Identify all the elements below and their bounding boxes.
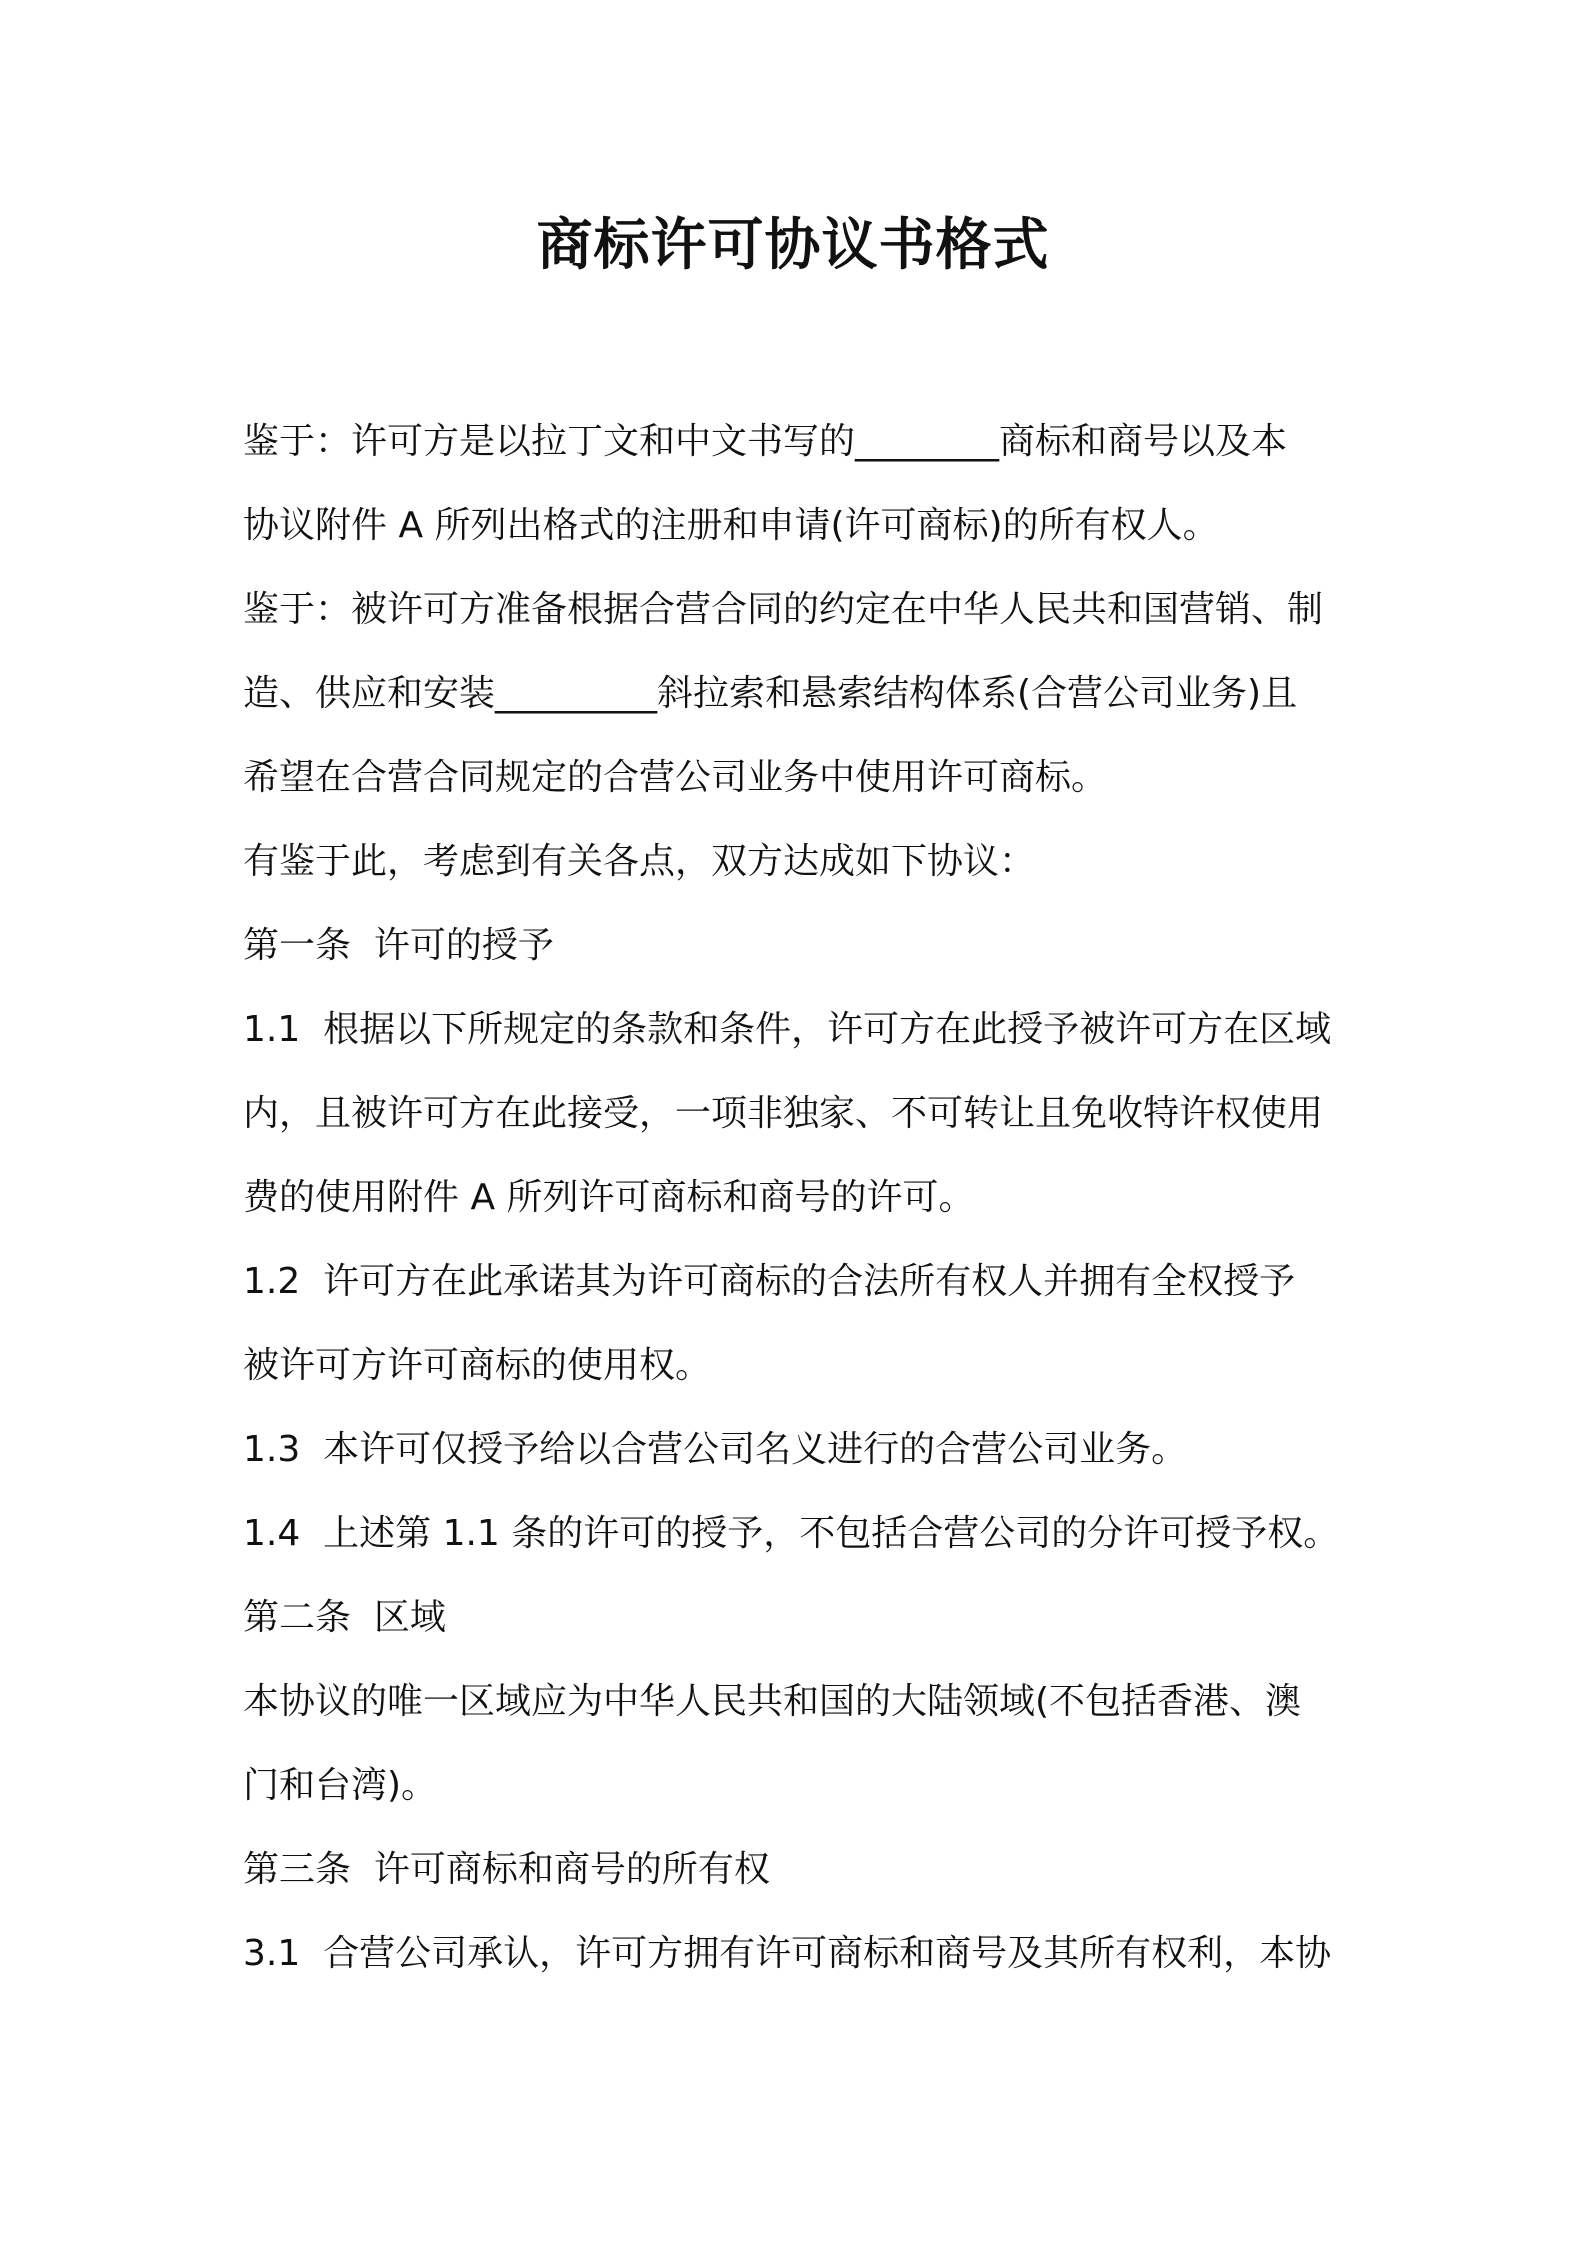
text-line: 有鉴于此，考虑到有关各点，双方达成如下协议： [243,841,1036,882]
document-body [243,400,1363,1996]
article-heading: 第二条 区域 [243,1597,446,1638]
text-line: 3.1 合营公司承认，许可方拥有许可商标和商号及其所有权利，本协 [243,1933,1332,1974]
text-line: 希望在合营合同规定的合营公司业务中使用许可商标。 [243,757,1108,798]
text-line: 被许可方许可商标的使用权。 [243,1345,712,1386]
text-line: 鉴于：许可方是以拉丁文和中文书写的________商标和商号以及本 [243,421,1288,462]
article-heading: 第三条 许可商标和商号的所有权 [243,1849,770,1890]
text-line: 1.3 本许可仅授予给以合营公司名义进行的合营公司业务。 [243,1429,1188,1470]
text-line: 1.1 根据以下所规定的条款和条件，许可方在此授予被许可方在区域 [243,1009,1332,1050]
text-line: 造、供应和安装_________斜拉索和悬索结构体系(合营公司业务)且 [243,673,1298,714]
document-title: 商标许可协议书格式 [536,213,1050,278]
article-heading: 第一条 许可的授予 [243,925,554,966]
text-line: 本协议的唯一区域应为中华人民共和国的大陆领域(不包括香港、澳 [243,1681,1302,1722]
text-line: 协议附件 A 所列出格式的注册和申请(许可商标)的所有权人。 [243,505,1219,546]
text-line: 1.2 许可方在此承诺其为许可商标的合法所有权人并拥有全权授予 [243,1261,1296,1302]
text-line: 费的使用附件 A 所列许可商标和商号的许可。 [243,1177,975,1218]
text-line: 内，且被许可方在此接受，一项非独家、不可转让且免收特许权使用 [243,1093,1324,1134]
text-line: 门和台湾)。 [243,1765,438,1806]
text-line: 1.4 上述第 1.1 条的许可的授予，不包括合营公司的分许可授予权。 [243,1513,1340,1554]
text-line: 鉴于：被许可方准备根据合营合同的约定在中华人民共和国营销、制 [243,589,1324,630]
